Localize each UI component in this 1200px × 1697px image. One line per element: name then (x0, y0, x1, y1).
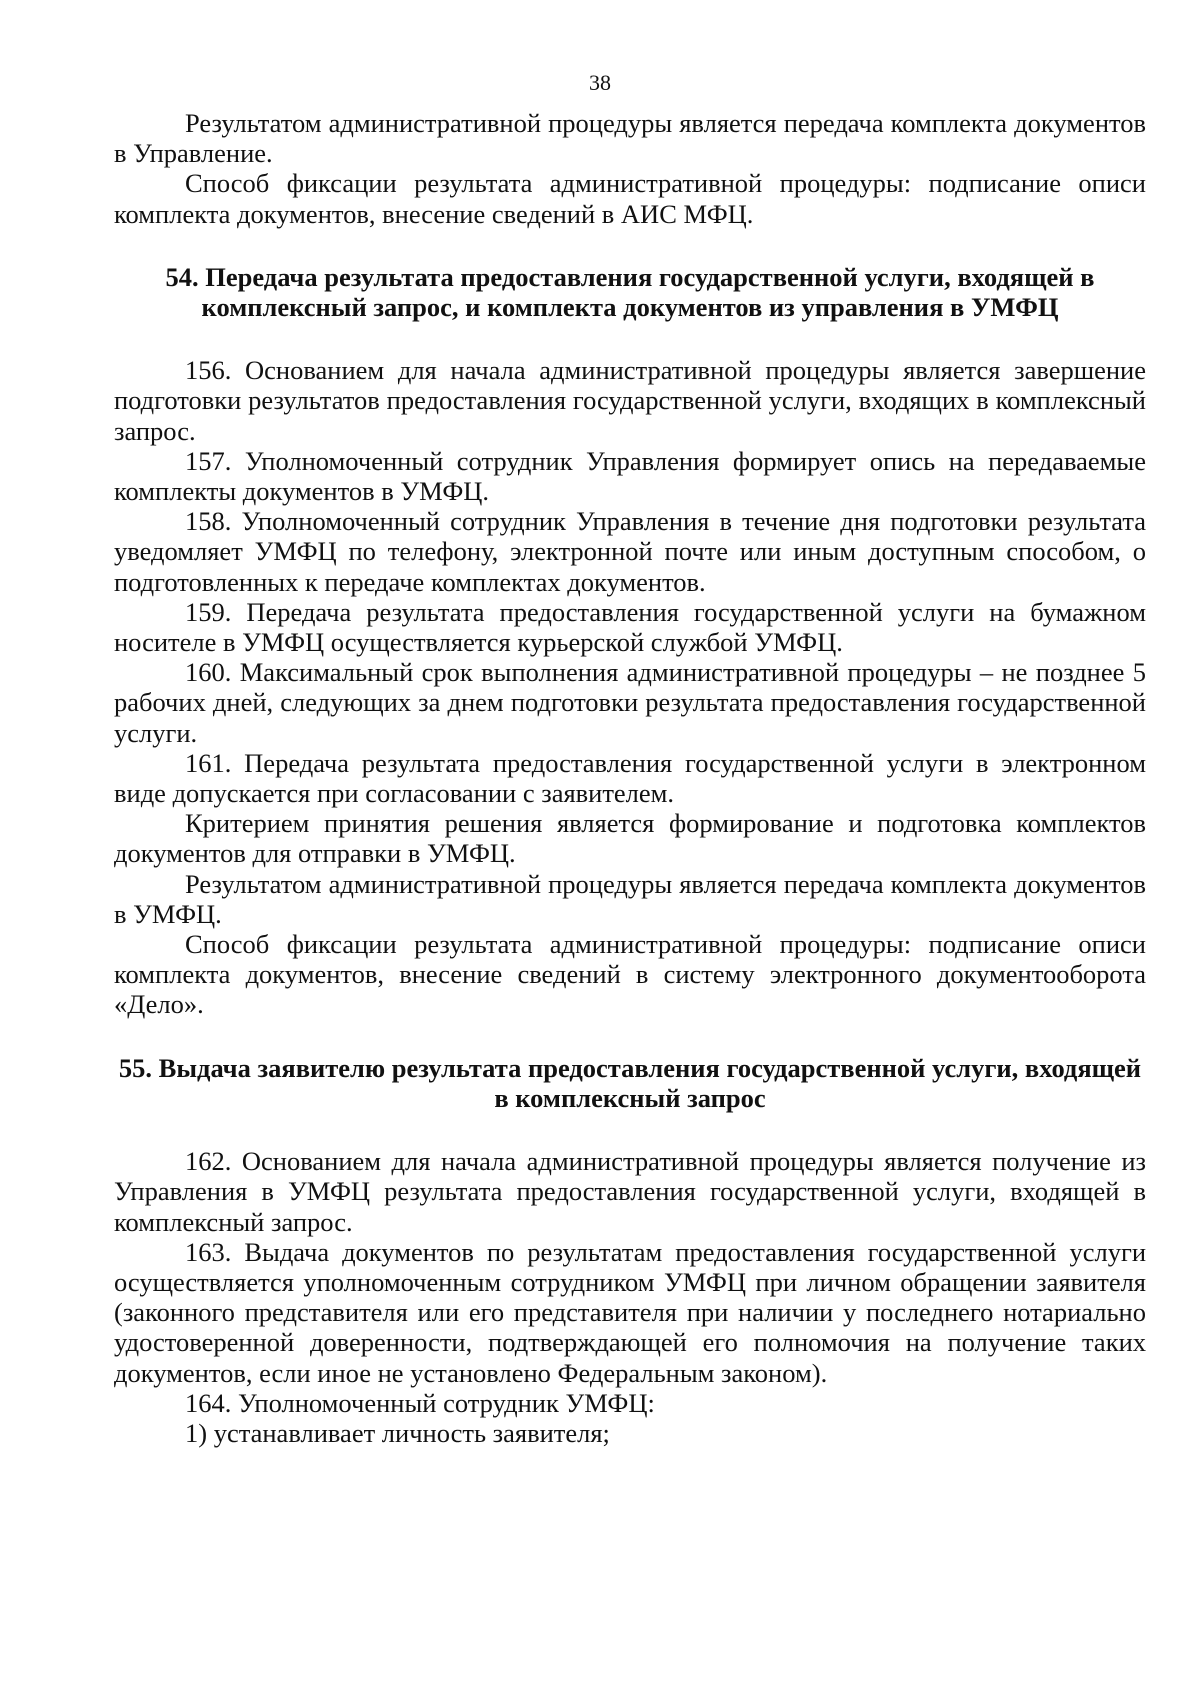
paragraph: Способ фиксации результата административной процедуры: подписание описи комплекта документов, внесение сведений в АИС МФЦ. (114, 168, 1146, 229)
page-number: 38 (589, 70, 611, 95)
section-heading-55: 55. Выдача заявителю результата предоставления государственной услуги, входящей в комплексный запрос (118, 1052, 1142, 1113)
paragraph: Критерием принятия решения является формирование и подготовка комплектов документов для отправки в УМФЦ. (114, 808, 1146, 869)
paragraph-159: 159. Передача результата предоставления государственной услуги на бумажном носителе в УМФЦ осуществляется курьерской службой УМФЦ. (114, 596, 1146, 658)
paragraph-161: 161. Передача результата предоставления государственной услуги в электронном виде допускается при согласовании с заявителем. (114, 747, 1146, 809)
paragraph-160: 160. Максимальный срок выполнения административной процедуры – не позднее 5 рабочих дней, следующих за днем подготовки результата предоставления государственной услуги. (114, 657, 1146, 748)
paragraph-162: 162. Основанием для начала административной процедуры является получение из Управления в УМФЦ результата предоставления государственной услуги, входящей в комплексный запрос. (114, 1146, 1146, 1237)
paragraph-164: 164. Уполномоченный сотрудник УМФЦ: (185, 1387, 655, 1418)
paragraph-163: 163. Выдача документов по результатам предоставления государственной услуги осуществляется уполномоченным сотрудником УМФЦ при личном обращении заявителя (законного представителя или его представителя при наличии у последнего нотариально удостоверенной доверенности, подтверждающей его полномочия на получение таких документов, если иное не установлено Федеральным законом). (114, 1236, 1146, 1388)
document-body (114, 108, 1146, 1448)
paragraph-157: 157. Уполномоченный сотрудник Управления формирует опись на передаваемые комплекты документов в УМФЦ. (114, 445, 1146, 507)
paragraph-156: 156. Основанием для начала административной процедуры является завершение подготовки результатов предоставления государственной услуги, входящих в комплексный запрос. (114, 355, 1146, 446)
paragraph: Результатом административной процедуры является передача комплекта документов в УМФЦ. (114, 868, 1146, 929)
paragraph-158: 158. Уполномоченный сотрудник Управления в течение дня подготовки результата уведомляет УМФЦ по телефону, электронной почте или иным доступным способом, о подготовленных к передаче комплектах документов. (114, 506, 1146, 597)
section-heading-54: 54. Передача результата предоставления государственной услуги, входящей в комплексный запрос, и комплекта документов из управления в УМФЦ (165, 261, 1095, 323)
paragraph: Результатом административной процедуры является передача комплекта документов в Управление. (114, 108, 1146, 169)
paragraph: Способ фиксации результата административной процедуры: подписание описи комплекта документов, внесение сведений в систему электронного документооборота «Дело». (114, 929, 1146, 1020)
list-item: 1) устанавливает личность заявителя; (185, 1417, 610, 1448)
